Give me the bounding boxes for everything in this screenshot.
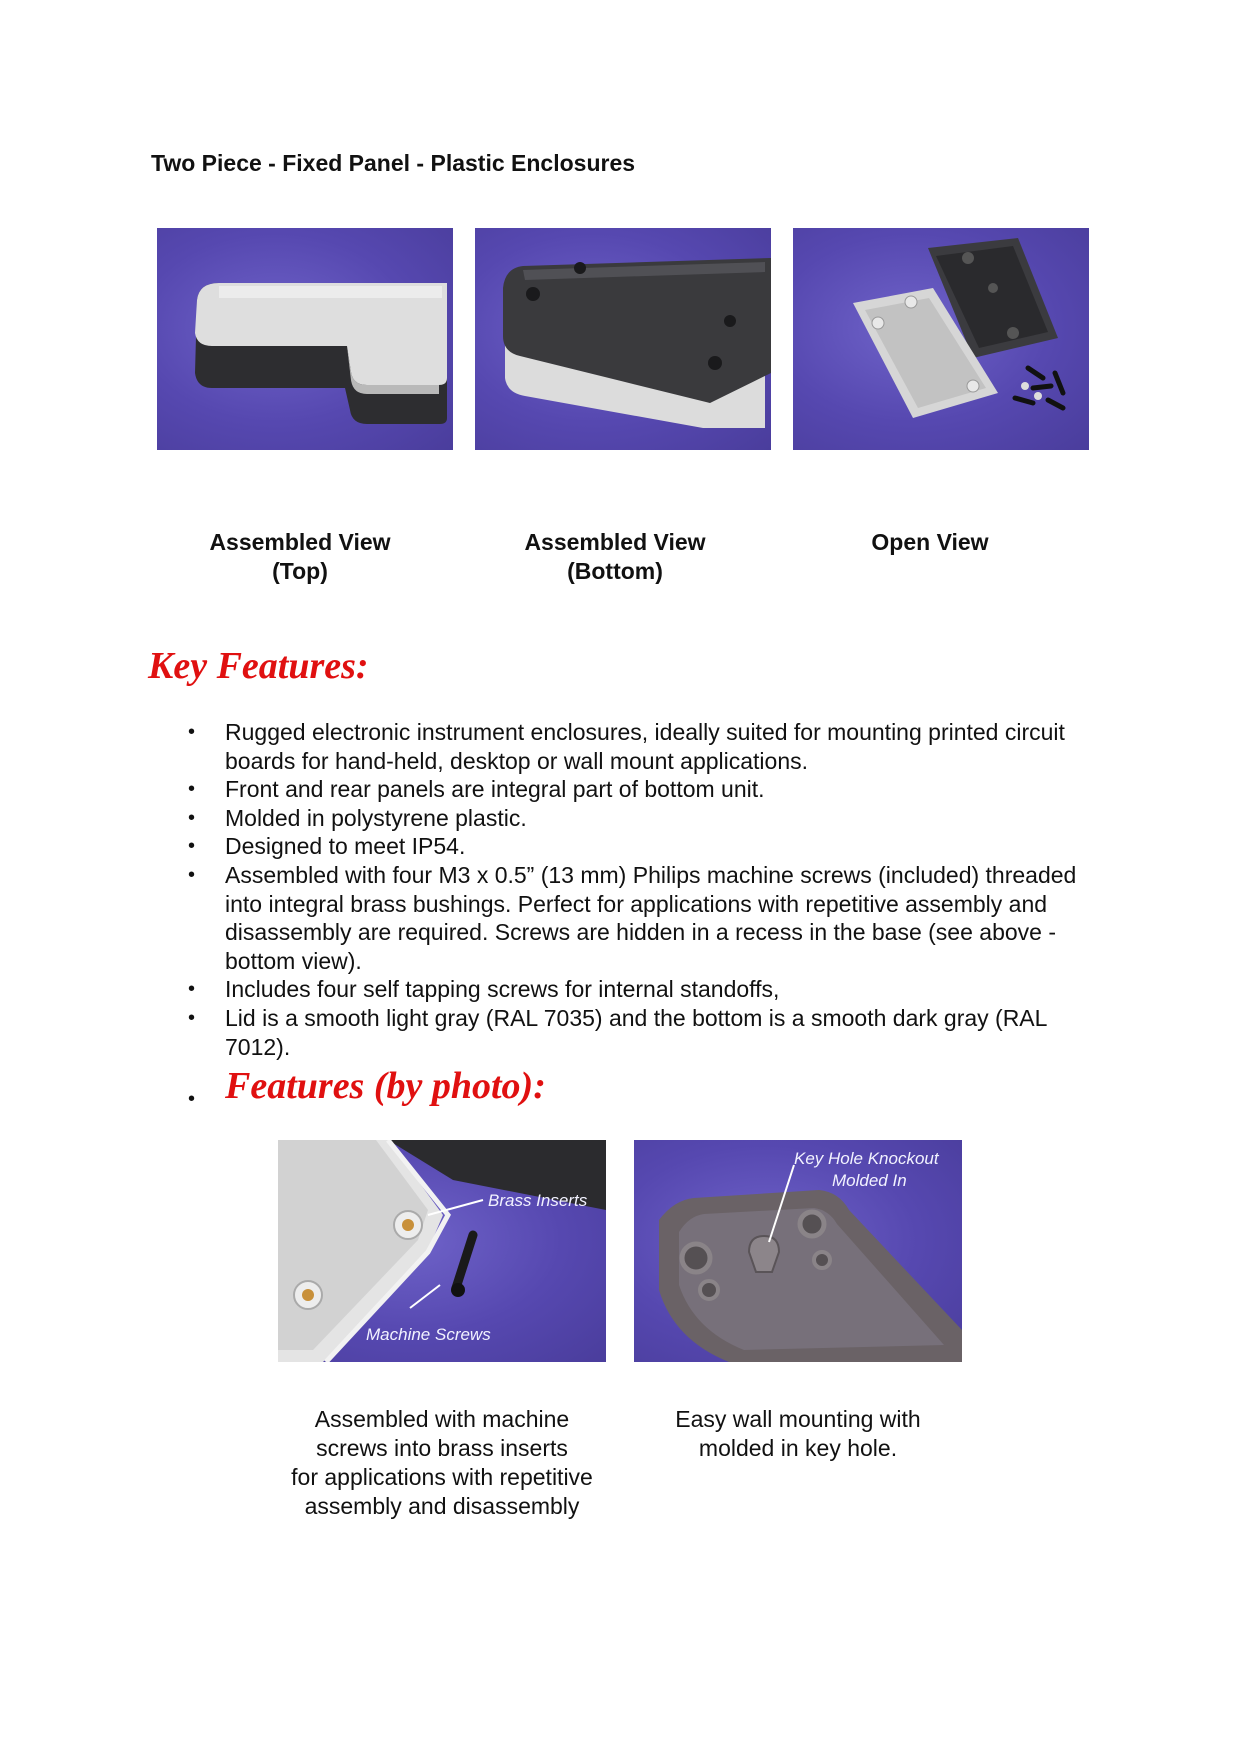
caption-key-hole: Easy wall mounting with molded in key hole. xyxy=(675,1406,921,1461)
photo-assembled-top xyxy=(157,228,453,450)
photo-features-heading: Features (by photo): xyxy=(225,1065,546,1107)
feature-text: Lid is a smooth light gray (RAL 7035) and the bottom is a smooth dark gray (RAL 7012). xyxy=(225,1004,1047,1060)
bullet: • xyxy=(188,806,196,829)
caption-open-view: Open View xyxy=(871,529,989,555)
callout-machine-screws: Machine Screws xyxy=(366,1325,491,1344)
bullet: • xyxy=(188,1006,196,1029)
feature-text: Assembled with four M3 x 0.5” (13 mm) Philips machine screws (included) threaded into integral brass bushings. Perfect for applications with repetitive assembly and disassembly are required. Screws are hidden in a recess in the base (see above - bottom view). xyxy=(225,861,1077,974)
list-item xyxy=(188,832,1088,861)
photo-key-hole xyxy=(634,1140,962,1362)
key-features-heading: Key Features: xyxy=(148,645,369,687)
feature-text: Rugged electronic instrument enclosures, ideally suited for mounting printed circuit boards for hand-held, desktop or wall mount applications. xyxy=(225,719,1065,774)
bullet: • xyxy=(188,978,196,1001)
list-item xyxy=(188,1004,1088,1061)
caption-assembled-bottom: Assembled View (Bottom) xyxy=(524,529,706,584)
bullet: • xyxy=(188,721,196,743)
list-item xyxy=(188,804,1088,833)
bullet: • xyxy=(188,778,196,801)
photo-open-view xyxy=(793,228,1089,450)
feature-text: Molded in polystyrene plastic. xyxy=(225,804,527,831)
bullet: • xyxy=(188,835,196,858)
list-item xyxy=(188,975,1088,1004)
caption-brass-inserts: Assembled with machine screws into brass inserts for applications with repetitive assembly and disassembly xyxy=(291,1406,593,1519)
callout-molded-in: Molded In xyxy=(832,1171,907,1190)
feature-text: Front and rear panels are integral part of bottom unit. xyxy=(225,776,765,803)
photo-assembled-bottom xyxy=(475,228,771,450)
key-features-list xyxy=(188,718,1088,1061)
feature-text: Includes four self tapping screws for internal standoffs, xyxy=(225,976,780,1003)
caption-assembled-top: Assembled View (Top) xyxy=(209,529,391,584)
callout-brass-inserts: Brass Inserts xyxy=(488,1191,588,1210)
list-item xyxy=(188,775,1088,804)
bullet: • xyxy=(188,1088,196,1110)
photo-brass-inserts xyxy=(278,1140,606,1362)
document-title: Two Piece - Fixed Panel - Plastic Enclosures xyxy=(151,150,636,176)
feature-text: Designed to meet IP54. xyxy=(225,833,466,860)
list-item xyxy=(188,718,1088,775)
list-item xyxy=(188,861,1088,975)
bullet: • xyxy=(188,863,196,886)
callout-key-hole-knockout: Key Hole Knockout xyxy=(794,1149,939,1168)
